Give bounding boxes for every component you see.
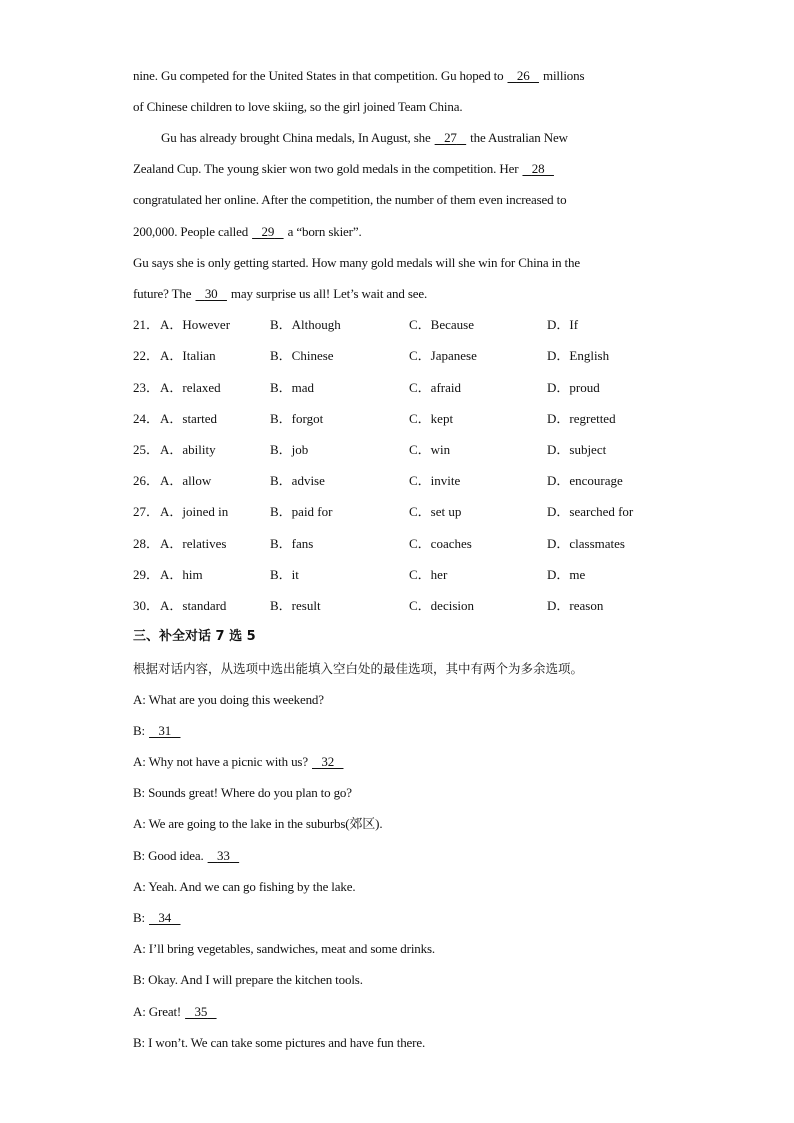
- blank-29: 29: [261, 224, 275, 239]
- passage-text: Zealand Cup. The young skier won two gold medals in the competition. Her: [133, 161, 522, 176]
- passage-line-6: [133, 222, 693, 242]
- option-a: A．him: [160, 567, 203, 582]
- question-number: 23．: [133, 380, 160, 395]
- passage-line-8: [133, 284, 693, 304]
- dialogue-line-7: A: Yeah. And we can go fishing by the lake.: [133, 879, 356, 894]
- passage-line-5: congratulated her online. After the competition, the number of them even increased to: [133, 192, 567, 207]
- dialogue-line-5: A: We are going to the lake in the suburbs(郊区).: [133, 816, 383, 831]
- option-d: D．classmates: [547, 536, 625, 551]
- blank-35: 35: [194, 1004, 208, 1019]
- option-a: A．started: [160, 411, 218, 426]
- blank-26: 26: [516, 68, 530, 83]
- section-instruction: 根据对话内容，从选项中选出能填入空白处的最佳选项，其中有两个为多余选项。: [133, 661, 584, 676]
- option-c: C．coaches: [409, 536, 472, 551]
- dialogue-line-1: A: What are you doing this weekend?: [133, 692, 324, 707]
- dialogue-text: B: Good idea.: [133, 848, 207, 863]
- passage-text: may surprise us all! Let’s wait and see.: [227, 286, 428, 301]
- option-c: C．her: [409, 567, 448, 582]
- question-number: 30．: [133, 598, 160, 613]
- passage-text: nine. Gu competed for the United States in that competition. Gu hoped to: [133, 68, 507, 83]
- option-d: D．encourage: [547, 473, 623, 488]
- option-c: C．invite: [409, 473, 461, 488]
- dialogue-line-10: B: Okay. And I will prepare the kitchen tools.: [133, 972, 363, 987]
- option-a: A．joined in: [160, 504, 229, 519]
- option-a: A．ability: [160, 442, 216, 457]
- passage-line-3: [161, 128, 721, 148]
- option-b: B．it: [270, 567, 299, 582]
- option-a: A．standard: [160, 598, 227, 613]
- passage-text: 200,000. People called: [133, 224, 252, 239]
- passage-line-1: [133, 66, 693, 86]
- option-d: D．subject: [547, 442, 607, 457]
- dialogue-text: B:: [133, 723, 149, 738]
- dialogue-text: A: Why not have a picnic with us?: [133, 754, 312, 769]
- question-number: 28．: [133, 536, 160, 551]
- dialogue-line-2: [133, 721, 693, 741]
- option-c: C．afraid: [409, 380, 461, 395]
- question-number: 26．: [133, 473, 160, 488]
- dialogue-line-3: [133, 752, 693, 772]
- blank-31: 31: [158, 723, 172, 738]
- option-a: A．relaxed: [160, 380, 221, 395]
- question-number: 24．: [133, 411, 160, 426]
- option-d: D．reason: [547, 598, 604, 613]
- passage-line-7: Gu says she is only getting started. How many gold medals will she win for China in the: [133, 255, 580, 270]
- blank-28: 28: [531, 161, 545, 176]
- option-d: D．If: [547, 317, 579, 332]
- dialogue-line-4: B: Sounds great! Where do you plan to go?: [133, 785, 352, 800]
- dialogue-line-9: A: I’ll bring vegetables, sandwiches, meat and some drinks.: [133, 941, 435, 956]
- option-d: D．proud: [547, 380, 600, 395]
- dialogue-text: B:: [133, 910, 149, 925]
- blank-30: 30: [204, 286, 218, 301]
- passage-line-4: [133, 159, 693, 179]
- option-c: C．Japanese: [409, 348, 477, 363]
- blank-33: 33: [217, 848, 230, 863]
- option-b: B．Chinese: [270, 348, 334, 363]
- option-a: A．Italian: [160, 348, 216, 363]
- option-b: B．result: [270, 598, 321, 613]
- question-number: 21．: [133, 317, 160, 332]
- passage-text: Gu has already brought China medals, In August, she: [161, 130, 434, 145]
- option-b: B．mad: [270, 380, 315, 395]
- option-c: C．Because: [409, 317, 474, 332]
- option-a: A．However: [160, 317, 231, 332]
- passage-text: a “born skier”.: [284, 224, 362, 239]
- question-number: 27．: [133, 504, 160, 519]
- passage-line-2: of Chinese children to love skiing, so the girl joined Team China.: [133, 99, 463, 114]
- passage-text: future? The: [133, 286, 195, 301]
- option-d: D．me: [547, 567, 586, 582]
- option-a: A．relatives: [160, 536, 227, 551]
- option-c: C．win: [409, 442, 451, 457]
- option-d: D．English: [547, 348, 610, 363]
- question-number: 25．: [133, 442, 160, 457]
- dialogue-line-12: B: I won’t. We can take some pictures and have fun there.: [133, 1035, 426, 1050]
- option-d: D．searched for: [547, 504, 634, 519]
- option-b: B．Although: [270, 317, 341, 332]
- passage-text: the Australian New: [467, 130, 568, 145]
- option-d: D．regretted: [547, 411, 616, 426]
- option-c: C．set up: [409, 504, 462, 519]
- dialogue-text: A: Great!: [133, 1004, 185, 1019]
- blank-34: 34: [158, 910, 172, 925]
- question-number: 22．: [133, 348, 160, 363]
- blank-27: 27: [444, 130, 457, 145]
- passage-text: millions: [539, 68, 585, 83]
- option-a: A．allow: [160, 473, 212, 488]
- option-b: B．job: [270, 442, 309, 457]
- dialogue-line-8: [133, 908, 693, 928]
- section-heading: 三、补全对话 7 选 5: [133, 629, 256, 644]
- option-b: B．forgot: [270, 411, 324, 426]
- dialogue-line-11: [133, 1002, 693, 1022]
- blank-32: 32: [321, 754, 335, 769]
- question-number: 29．: [133, 567, 160, 582]
- dialogue-line-6: [133, 846, 693, 866]
- option-b: B．paid for: [270, 504, 333, 519]
- option-b: B．fans: [270, 536, 314, 551]
- option-b: B．advise: [270, 473, 325, 488]
- option-c: C．decision: [409, 598, 474, 613]
- option-c: C．kept: [409, 411, 454, 426]
